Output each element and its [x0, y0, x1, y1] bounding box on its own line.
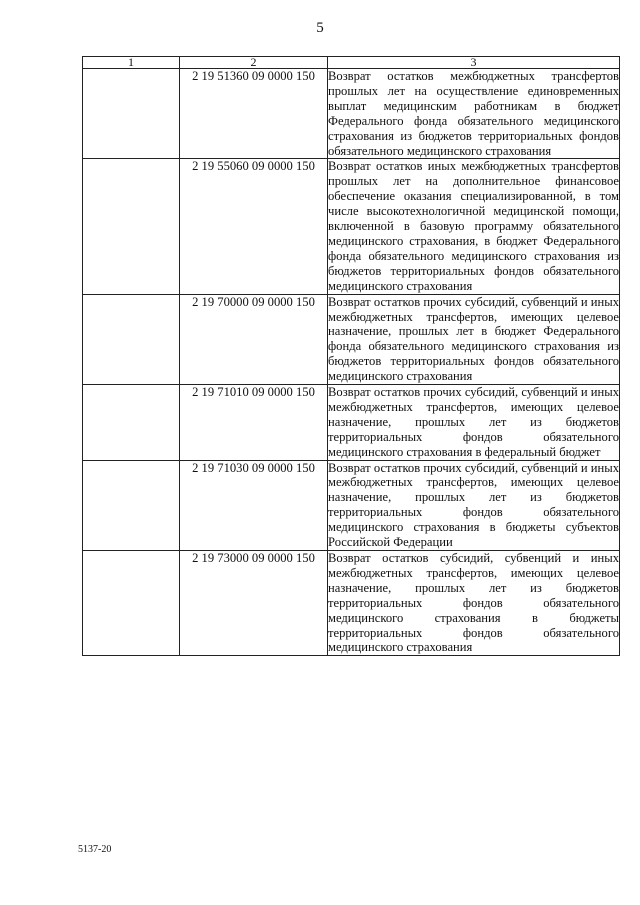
- description-cell: Возврат остатков прочих субсидий, субвенций и иных межбюджетных трансфертов, имеющих целевое назначение, прошлых лет из бюджетов территориальных фондов обязательного медицинского страхования в бюджеты субъектов Российской Федерации: [328, 460, 619, 550]
- table-row: [83, 294, 620, 384]
- column-header-1: 1: [83, 57, 180, 69]
- table-row: [83, 69, 620, 159]
- description-cell: Возврат остатков субсидий, субвенций и иных межбюджетных трансфертов, имеющих целевое назначение, прошлых лет из бюджетов территориальных фондов обязательного медицинского страхования в бюджеты территориальных фондов обязательного медицинского страхования: [328, 551, 619, 655]
- budget-codes-table: [82, 56, 620, 656]
- page-number: 5: [316, 20, 324, 36]
- row-index-cell: [83, 551, 180, 656]
- budget-code-cell: 2 19 71030 09 0000 150: [180, 460, 328, 550]
- budget-code-cell: 2 19 71010 09 0000 150: [180, 385, 328, 461]
- budget-code-cell: 2 19 51360 09 0000 150: [180, 69, 328, 159]
- table-header-row: [83, 57, 620, 69]
- table-row: [83, 159, 620, 294]
- row-index-cell: [83, 159, 180, 294]
- row-index-cell: [83, 294, 180, 384]
- table-row: [83, 551, 620, 656]
- description-cell: Возврат остатков иных межбюджетных трансфертов прошлых лет на дополнительное финансовое обеспечение оказания специализированной, в том числе высокотехнологичной медицинской помощи, включенной в базовую программу обязательного медицинского страхования, в бюджет Федерального фонда обязательного медицинского страхования из бюджетов территориальных фондов обязательного медицинского страхования: [328, 159, 619, 293]
- table-row: [83, 385, 620, 461]
- column-header-3: 3: [328, 57, 620, 69]
- row-index-cell: [83, 69, 180, 159]
- description-cell: Возврат остатков прочих субсидий, субвенций и иных межбюджетных трансфертов, имеющих целевое назначение, прошлых лет из бюджетов территориальных фондов обязательного медицинского страхования в федеральный бюджет: [328, 385, 619, 459]
- column-header-2: 2: [180, 57, 328, 69]
- row-index-cell: [83, 385, 180, 461]
- budget-code-cell: 2 19 70000 09 0000 150: [180, 294, 328, 384]
- description-cell: Возврат остатков прочих субсидий, субвенций и иных межбюджетных трансфертов, имеющих целевое назначение, прошлых лет в бюджет Федерального фонда обязательного медицинского страхования из бюджетов территориальных фондов обязательного медицинского страхования: [328, 294, 619, 384]
- row-index-cell: [83, 460, 180, 550]
- description-cell: Возврат остатков межбюджетных трансфертов прошлых лет на осуществление единовременных выплат медицинским работникам в бюджет Федерального фонда обязательного медицинского страхования из бюджетов территориальных фондов обязательного медицинского страхования: [328, 69, 619, 158]
- budget-code-cell: 2 19 55060 09 0000 150: [180, 159, 328, 294]
- table-row: [83, 460, 620, 550]
- budget-code-cell: 2 19 73000 09 0000 150: [180, 551, 328, 656]
- document-footer-code: 5137-20: [78, 844, 112, 855]
